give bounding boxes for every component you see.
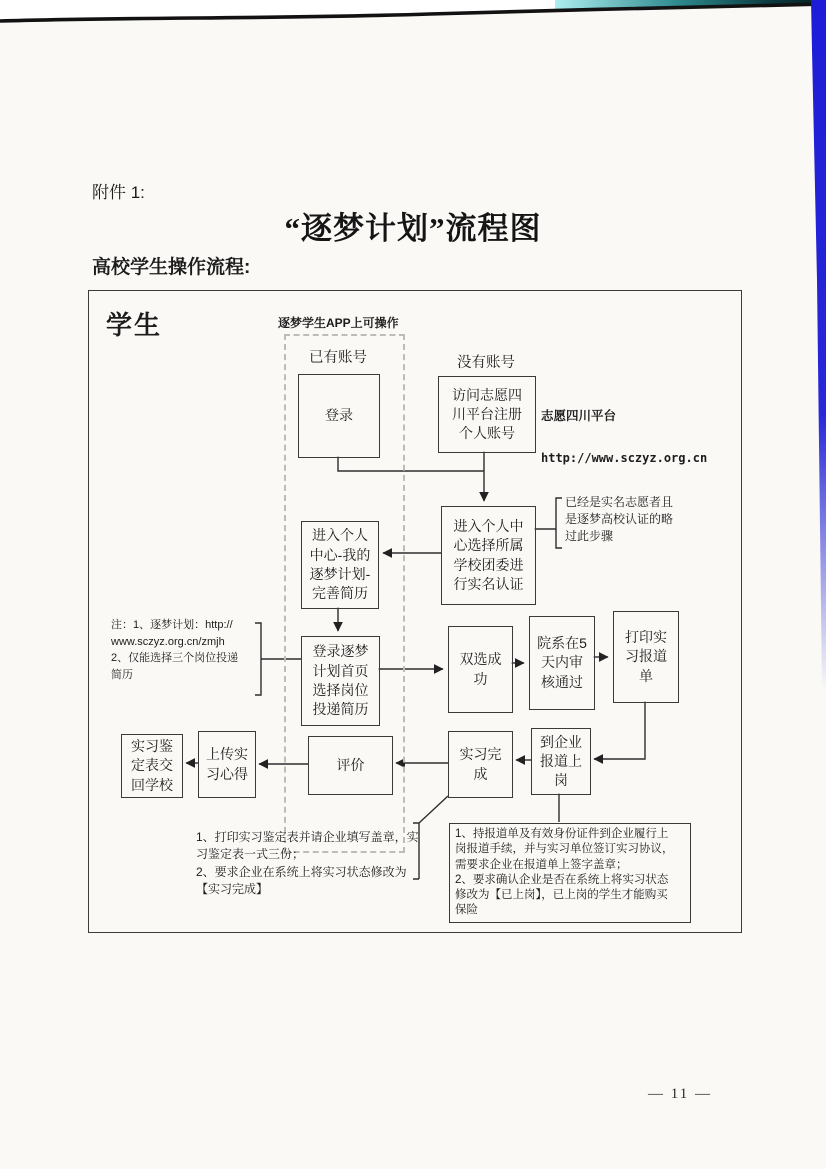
platform-name: 志愿四川平台 (541, 409, 617, 424)
attachment-label: 附件 1: (92, 183, 145, 202)
node-login: 登录 (298, 374, 380, 458)
page-title: “逐梦计划”流程图 (284, 211, 542, 246)
scan-right-blue-band (811, 0, 826, 690)
platform-url: http://www.sczyz.org.cn (541, 451, 708, 466)
actor-label: 学生 (106, 310, 163, 340)
scan-top-margin (0, 0, 826, 21)
node-upload-reflection: 上传实 习心得 (198, 731, 256, 798)
scan-paper-edge-line (0, 4, 826, 21)
node-print-report-form: 打印实 习报道 单 (613, 611, 679, 703)
node-return-appraisal-form: 实习鉴 定表交 回学校 (121, 734, 183, 798)
flowchart (88, 290, 742, 933)
branch-label-has-account: 已有账号 (309, 350, 367, 366)
node-apply-jobs: 登录逐梦 计划首页 选择岗位 投递简历 (301, 636, 380, 726)
connector-print-to-onboard (594, 701, 645, 759)
plan-url-note: 注：1、逐梦计划：http:// www.sczyz.org.cn/zmjh 2、仅能选择三个岗位投递 简历 (111, 619, 239, 681)
node-department-review: 院系在5 天内审 核通过 (529, 616, 595, 710)
section-heading: 高校学生操作流程: (92, 257, 251, 278)
node-match-success: 双选成 功 (448, 626, 513, 713)
node-realname-verify: 进入个人中 心选择所属 学校团委进 行实名认证 (441, 506, 536, 605)
node-register: 访问志愿四 川平台注册 个人账号 (438, 376, 536, 453)
node-evaluate: 评价 (308, 736, 393, 795)
page-number: — 11 — (648, 1086, 712, 1102)
node-complete-profile: 进入个人 中心-我的 逐梦计划- 完善简历 (301, 521, 379, 609)
app-scope-label: 逐梦学生APP上可操作 (278, 316, 399, 330)
scan-top-right-tint (555, 0, 826, 12)
appraisal-note: 1、打印实习鉴定表并请企业填写盖章，实 习鉴定表一式三份； 2、要求企业在系统上将实习状态修改为 【实习完成】 (196, 830, 419, 897)
platform-note (541, 386, 736, 489)
node-internship-complete: 实习完 成 (448, 731, 513, 798)
node-onboard: 到企业 报道上 岗 (531, 728, 591, 795)
skip-note-bracket (556, 498, 562, 548)
skip-step-note: 已经是实名志愿者且 是逐梦高校认证的略 过此步骤 (565, 495, 674, 543)
report-procedure-note: 1、持报道单及有效身份证件到企业履行上 岗报道手续，并与实习单位签订实习协议， 需要求企业在报道单上签字盖章； 2、要求确认企业是否在系统上将实习状态 修改为【已上岗】，已上岗的学生才能购买 保险 (449, 823, 691, 923)
branch-label-no-account: 没有账号 (457, 355, 515, 371)
